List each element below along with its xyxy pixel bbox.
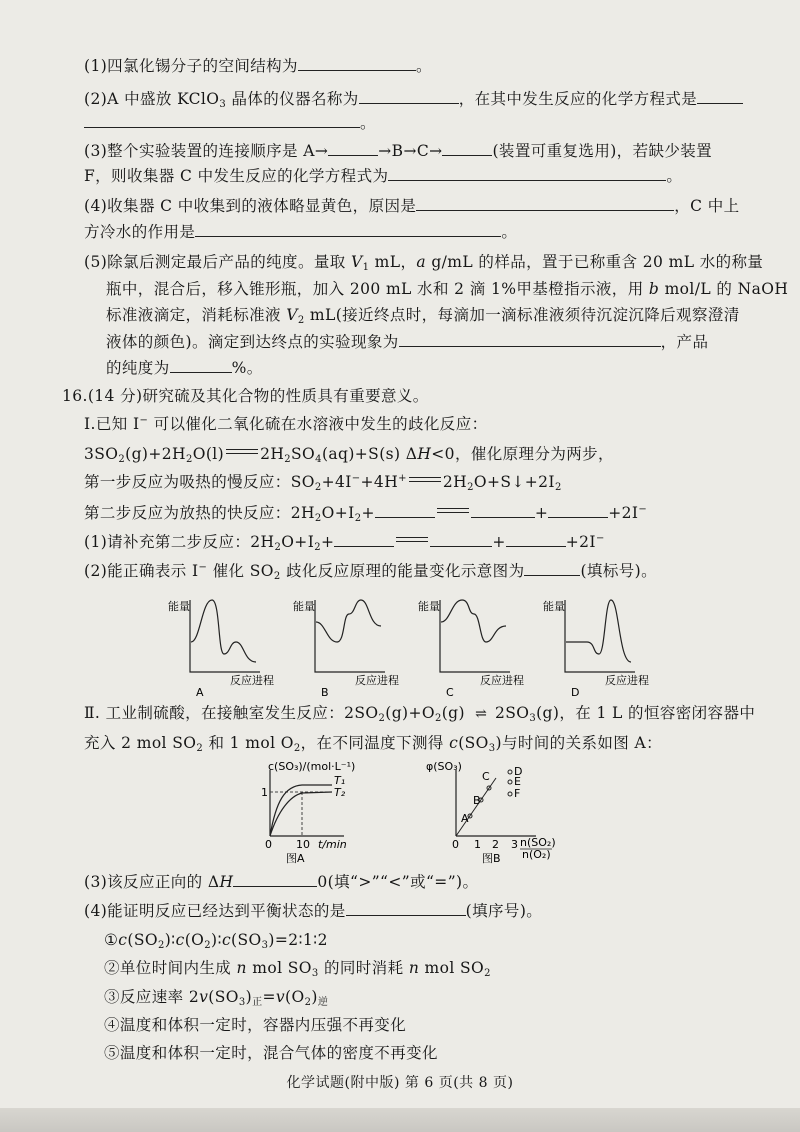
energy-diagram-b	[293, 599, 399, 699]
q15-part5-line1: (5)除氯后测定最后产品的纯度。量取 $V_1$ mL，a g/mL 的样品，置于已称重含 20 mL 水的称量	[84, 253, 764, 273]
q16-step1: 第一步反应为吸热的慢反应：$SO_2+4I^-+4H^+$ $2H_2O+S↓+2I_2$	[84, 473, 562, 493]
diagram-label: C	[446, 686, 454, 699]
page-footer: 化学试题(附中版) 第 6 页(共 8 页)	[286, 1075, 514, 1091]
figb-point-f	[508, 792, 512, 796]
energy-diagrams	[160, 590, 660, 700]
q16-option-3: ③反应速率 $2v(SO_3)_正=v(O_2)_逆$	[104, 988, 329, 1008]
figa-t2-label: T₂	[334, 786, 346, 799]
energy-diagram-a	[168, 599, 274, 699]
figb-tick-1: 1	[474, 838, 481, 851]
diagram-label: A	[196, 686, 204, 699]
q16-section2-line2: 充入 2 mol $SO_2$ 和 1 mol $O_2$，在不同温度下测得 $c(SO_3)$与时间的关系如图 A：	[84, 734, 662, 754]
figa-ylabel: c(SO₃)/(mol·L⁻¹)	[268, 760, 356, 773]
figb-label-c: C	[482, 770, 490, 783]
reversible-arrow: ⇌	[475, 706, 485, 722]
figb-label-a: A	[461, 812, 469, 825]
energy-axis-label: 能量	[293, 600, 315, 613]
q16-q4: (4)能证明反应已经达到平衡状态的是 (填序号)。	[84, 902, 543, 920]
energy-diagram-c	[418, 599, 524, 699]
figure-b	[426, 756, 570, 866]
figb-point-e	[508, 780, 512, 784]
progress-axis-label: 反应进程	[605, 674, 649, 687]
figa-curve-t2	[270, 792, 332, 836]
figa-tick-x0: 0	[265, 838, 272, 851]
figb-caption: 图B	[482, 852, 501, 865]
progress-axis-label: 反应进程	[355, 674, 399, 687]
figa-tick-y: 1	[261, 786, 268, 799]
figb-label-d: D	[514, 765, 523, 778]
figb-tick-2: 2	[492, 838, 499, 851]
energy-curve	[441, 600, 506, 642]
q15-part2: (2)A 中盛放 KClO$_3$ 晶体的仪器名称为 ，在其中发生反应的化学方程式是	[84, 89, 743, 109]
diagram-label: D	[571, 686, 580, 699]
q16-q1: (1)请补充第二步反应：$2H_2O+I_2+ + +2I^-$	[84, 533, 605, 553]
figa-xlabel: t/min	[318, 838, 347, 851]
figb-tick-3: 3	[511, 838, 518, 851]
figb-label-b: B	[473, 794, 481, 807]
energy-axis-label: 能量	[168, 600, 190, 613]
figa-caption: 图A	[286, 852, 305, 865]
figb-label-f: F	[514, 787, 521, 800]
progress-axis-label: 反应进程	[230, 674, 274, 687]
figb-label-e: E	[514, 775, 521, 788]
q15-part3-cont: F，则收集器 C 中发生反应的化学方程式为 。	[84, 167, 683, 185]
q16-main-equation: $3SO_2(g)+2H_2O(l)$ $2H_2SO_4(aq)+S(s)$ ΔH<0，催化原理分为两步，	[84, 445, 614, 465]
q16-step2: 第二步反应为放热的快反应：$2H_2O+I_2+ + +2I^-$	[84, 504, 648, 524]
q16-option-1: $①c(SO_2)∶c(O_2)∶c(SO_3)=2∶1∶2$	[104, 931, 328, 951]
q15-part2-cont: 。	[84, 113, 376, 133]
q15-part5-line3: 标准液滴定，消耗标准液 $V_2$ mL(接近终点时，每滴加一滴标准液须待沉淀沉降后观察澄清	[106, 306, 740, 326]
q16-heading: 16.(14 分)研究硫及其化合物的性质具有重要意义。	[62, 387, 429, 405]
figb-xlabel-num: n(SO₂)	[520, 836, 556, 849]
q15-part5-line4: 液体的颜色)。滴定到达终点的实验现象为 ，产品	[106, 333, 709, 351]
figa-t1-label: T₁	[334, 774, 346, 787]
q15-part4-cont: 方冷水的作用是 。	[84, 223, 518, 241]
figb-xlabel-den: n(O₂)	[522, 848, 551, 861]
energy-curve	[316, 600, 381, 642]
figa-tick-x1: 10	[296, 838, 310, 851]
figure-a	[240, 756, 370, 866]
energy-axis-label: 能量	[543, 600, 565, 613]
q16-section1-intro: Ⅰ.已知 I− 可以催化二氧化硫在水溶液中发生的歧化反应：	[84, 415, 488, 433]
figb-tick-0: 0	[452, 838, 459, 851]
q15-part4: (4)收集器 C 中收集到的液体略显黄色，原因是 ，C 中上	[84, 197, 740, 215]
q16-option-4: ④温度和体积一定时，容器内压强不再变化	[104, 1016, 407, 1034]
figb-point-d	[508, 770, 512, 774]
energy-diagram-d	[543, 599, 649, 699]
figb-ylabel: φ(SO₃)	[426, 760, 462, 773]
q15-part5-line2: 瓶中，混合后，移入锥形瓶，加入 200 mL 水和 2 滴 1%甲基橙指示液，用 b mol/L 的 NaOH	[106, 280, 789, 298]
q16-option-2: ②单位时间内生成 n mol $SO_3$ 的同时消耗 n mol $SO_2$	[104, 959, 491, 979]
energy-curve	[191, 600, 256, 662]
diagram-label: B	[321, 686, 329, 699]
equals-sign	[224, 447, 260, 459]
q16-q2: (2)能正确表示 I− 催化 $SO_2$ 歧化反应原理的能量变化示意图为 (填标号)。	[84, 562, 657, 582]
energy-axis-label: 能量	[418, 600, 440, 613]
q15-part5-line5: 的纯度为 %。	[106, 359, 263, 377]
scan-edge	[0, 1108, 800, 1132]
energy-curve	[566, 600, 631, 662]
progress-axis-label: 反应进程	[480, 674, 524, 687]
q15-part1: (1)四氯化锡分子的空间结构为 。	[84, 57, 432, 75]
q16-section2-line1: Ⅱ. 工业制硫酸，在接触室发生反应：$2SO_2(g)+O_2(g)$ ⇌ $2SO_3(g)$，在 1 L 的恒容密闭容器中	[84, 704, 756, 724]
q15-part3: (3)整个实验装置的连接顺序是 A→ →B→C→ (装置可重复选用)，若缺少装置	[84, 142, 713, 160]
q16-option-5: ⑤温度和体积一定时，混合气体的密度不再变化	[104, 1044, 438, 1062]
q16-q3: (3)该反应正向的 ΔH 0(填“>”“<”或“=”)。	[84, 873, 479, 891]
